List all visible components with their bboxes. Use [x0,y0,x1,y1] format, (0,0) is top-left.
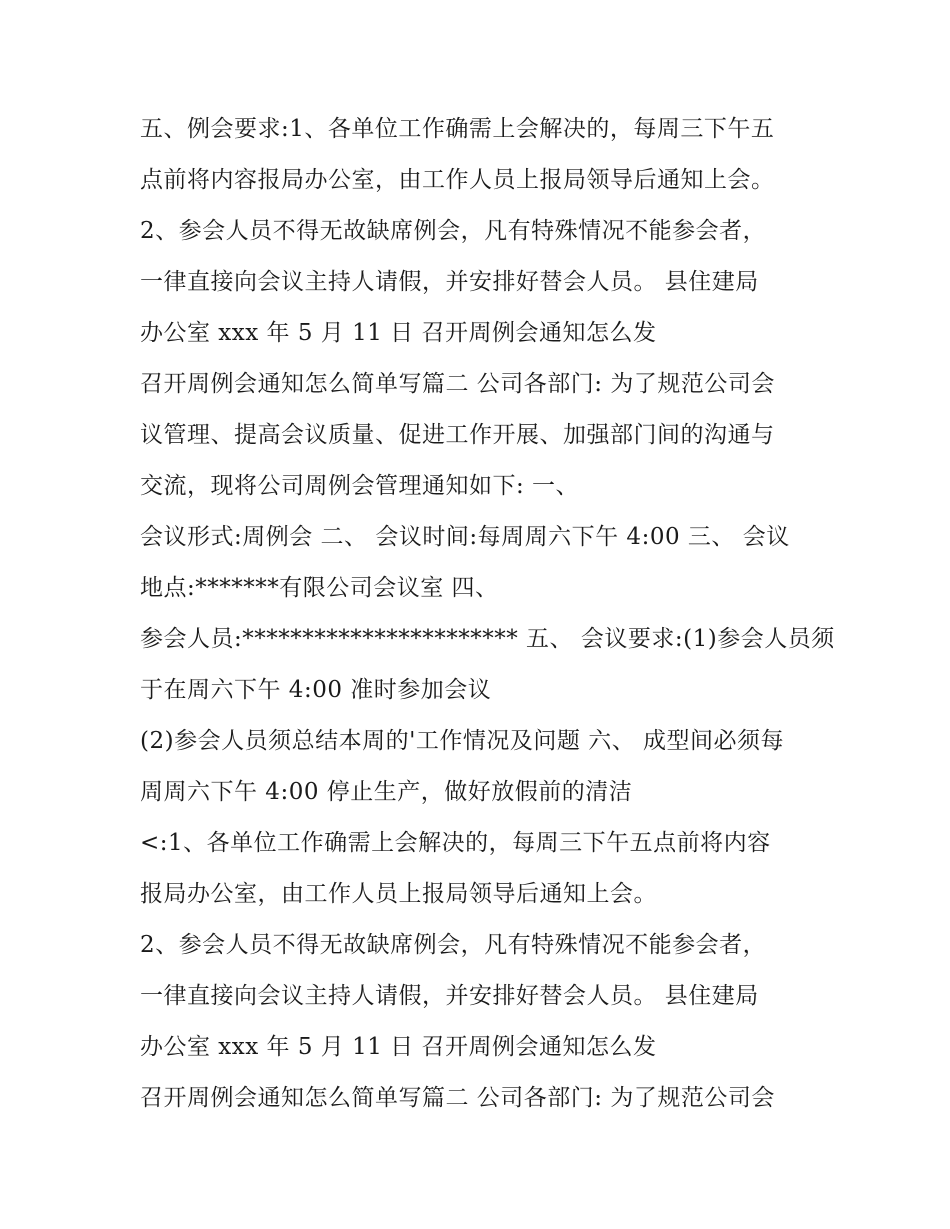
text-line: 一律直接向会议主持人请假，并安排好替会人员。 县住建局 [140,983,759,1009]
text-line: (2)参会人员须总结本周的'工作情况及问题 六、 成型间必须每 [140,728,785,754]
text-line: 周周六下午 4:00 停止生产，做好放假前的清洁 [140,779,633,805]
text-line: 于在周六下午 4:00 准时参加会议 [140,677,492,703]
text-line: 召开周例会通知怎么简单写篇二 公司各部门: 为了规范公司会 [140,371,775,397]
text-line: <:1、各单位工作确需上会解决的，每周三下午五点前将内容 [140,830,771,856]
text-line: 会议形式:周例会 二、 会议时间:每周周六下午 4:00 三、 会议 [140,524,790,550]
text-line: 一律直接向会议主持人请假，并安排好替会人员。 县住建局 [140,269,759,295]
text-line: 报局办公室，由工作人员上报局领导后通知上会。 [140,881,657,907]
text-line: 点前将内容报局办公室，由工作人员上报局领导后通知上会。 [140,167,775,193]
text-line: 召开周例会通知怎么简单写篇二 公司各部门: 为了规范公司会 [140,1085,775,1111]
document-body [140,104,835,1124]
text-line: 地点:*******有限公司会议室 四、 [140,575,499,601]
text-line: 交流，现将公司周例会管理通知如下: 一、 [140,473,580,499]
text-line: 2、参会人员不得无故缺席例会，凡有特殊情况不能参会者， [140,932,767,958]
text-line: 2、参会人员不得无故缺席例会，凡有特殊情况不能参会者， [140,218,767,244]
text-line: 五、例会要求:1、各单位工作确需上会解决的，每周三下午五 [140,116,775,142]
text-line: 办公室 xxx 年 5 月 11 日 召开周例会通知怎么发 [140,1034,657,1060]
text-line: 参会人员:*********************** 五、 会议要求:(1)参会人员须 [140,626,835,652]
text-line: 办公室 xxx 年 5 月 11 日 召开周例会通知怎么发 [140,320,657,346]
text-line: 议管理、提高会议质量、促进工作开展、加强部门间的沟通与 [140,422,775,448]
